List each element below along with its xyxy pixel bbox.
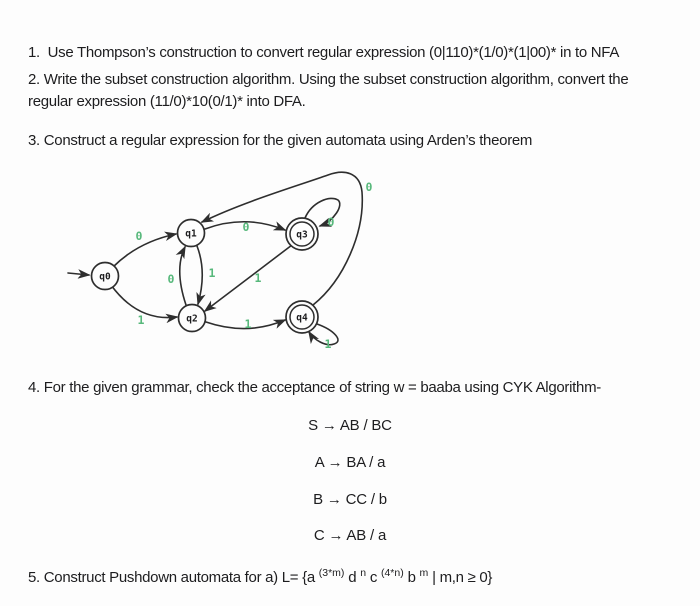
edge-q2-q1: [180, 247, 186, 305]
state-label-q0: q0: [99, 271, 111, 283]
grammar-rule-a: A → BA / a: [314, 454, 386, 471]
transition-label-q3-self: 0: [327, 215, 335, 229]
transition-label-q0-q2: 1: [137, 313, 145, 327]
transition-label-q0-q1: 0: [135, 229, 143, 243]
state-label-q2: q2: [186, 313, 198, 325]
edge-q1-q2: [197, 246, 202, 304]
state-label-q1: q1: [185, 228, 197, 240]
question-5-suffix: | m,n ≥ 0}: [428, 569, 493, 586]
transition-label-q1-q2: 1: [208, 266, 216, 280]
transition-label-q2-q4: 1: [244, 317, 252, 331]
start-arrow: [68, 273, 89, 275]
automata-svg: [0, 152, 450, 357]
transition-label-q1-q3: 0: [242, 220, 250, 234]
question-2-line2: regular expression (11/0)*10(0/1)* into DFA.: [28, 93, 306, 110]
grammar-rule-c: C → AB / a: [313, 527, 387, 544]
grammar-rule-b: B → CC / b: [313, 491, 387, 508]
question-2-line1: 2. Write the subset construction algorithm. Using the subset construction algorithm, convert the: [28, 71, 629, 88]
question-5-mid1: d: [344, 569, 361, 586]
automata-diagram: [0, 152, 450, 357]
question-5: [28, 564, 492, 587]
question-5-prefix: 5. Construct Pushdown automata for a) L= {a: [28, 569, 319, 586]
question-5-mid3: b: [403, 569, 420, 586]
state-label-q4: q4: [296, 312, 308, 324]
grammar-rule-s: S → AB / BC: [308, 417, 392, 434]
transition-label-q3-q2: 1: [254, 271, 262, 285]
question-4: 4. For the given grammar, check the acceptance of string w = baaba using CYK Algorithm-: [28, 379, 601, 396]
question-3: 3. Construct a regular expression for the given automata using Arden’s theorem: [28, 132, 533, 149]
transition-label-q2-q1: 0: [167, 272, 175, 286]
edge-q0-q1: [113, 234, 176, 267]
question-1: 1. Use Thompson’s construction to convert regular expression (0|110)*(1/0)*(1|00)* in to NFA: [28, 44, 620, 61]
question-5-exp-m: m: [419, 567, 429, 579]
transition-label-q4-q1: 0: [365, 180, 373, 194]
question-5-mid2: c: [366, 569, 381, 586]
question-5-exp-n: n: [360, 567, 367, 579]
question-5-exp-3m: (3*m): [318, 567, 345, 579]
question-5-exp-4n: (4*n): [380, 567, 404, 579]
edge-q4-q1: [202, 172, 362, 305]
state-label-q3: q3: [296, 229, 308, 241]
transition-label-q4-self: 1: [324, 337, 332, 351]
edge-q3-q2: [205, 245, 292, 311]
